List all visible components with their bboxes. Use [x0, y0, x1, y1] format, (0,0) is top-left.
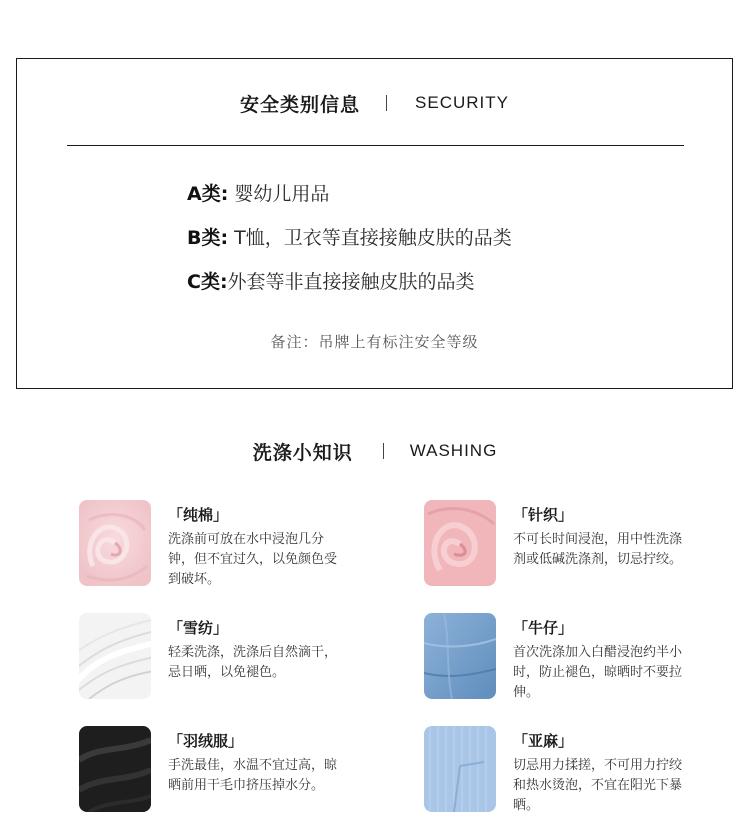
category-text: 外套等非直接接触皮肤的品类 — [227, 271, 475, 293]
fabric-care-text: 首次洗涤加入白醋浸泡约半小时，防止褪色，晾晒时不要拉伸。 — [513, 645, 683, 700]
fabric-care-text: 轻柔洗涤，洗涤后自然滴干，忌日晒，以免褪色。 — [168, 645, 338, 680]
washing-title-cn: 洗涤小知识 — [252, 441, 353, 464]
fabric-name: 「羽绒服」 — [168, 732, 244, 750]
knit-fabric-image — [424, 500, 496, 586]
washing-card-cotton — [79, 500, 379, 590]
washing-card-chiffon — [79, 613, 379, 703]
washing-card-denim — [424, 613, 724, 703]
chiffon-fabric-image — [79, 613, 151, 699]
fabric-care-text: 切忌用力揉搓，不可用力拧绞和热水烫泡，不宜在阳光下暴晒。 — [513, 758, 683, 813]
header-divider — [383, 443, 384, 459]
denim-fabric-image — [424, 613, 496, 699]
fabric-name: 「亚麻」 — [513, 732, 574, 750]
washing-card-knit — [424, 500, 724, 590]
category-text: T恤，卫衣等直接接触皮肤的品类 — [228, 227, 512, 249]
fabric-name: 「雪纺」 — [168, 619, 229, 637]
washing-card-linen — [424, 726, 724, 816]
fabric-name: 「牛仔」 — [513, 619, 574, 637]
fabric-name: 「针织」 — [513, 506, 574, 524]
fabric-name: 「纯棉」 — [168, 506, 229, 524]
fabric-care-text: 手洗最佳，水温不宜过高，晾晒前用干毛巾挤压掉水分。 — [168, 758, 338, 793]
washing-title-en: WASHING — [409, 441, 498, 460]
horizontal-rule — [67, 145, 684, 146]
security-note: 备注：吊牌上有标注安全等级 — [270, 333, 479, 351]
security-item-c — [187, 267, 512, 311]
security-section — [16, 58, 733, 389]
category-text: 婴幼儿用品 — [228, 183, 330, 205]
security-category-list — [187, 179, 512, 311]
category-key: A类: — [187, 183, 229, 205]
security-title-cn: 安全类别信息 — [240, 93, 361, 116]
washing-header — [0, 436, 750, 466]
linen-fabric-image — [424, 726, 496, 812]
down-jacket-fabric-image — [79, 726, 151, 812]
fabric-care-text: 不可长时间浸泡，用中性洗涤剂或低碱洗涤剂，切忌拧绞。 — [513, 532, 683, 567]
washing-card-down-jacket — [79, 726, 379, 816]
fabric-care-text: 洗涤前可放在水中浸泡几分钟，但不宜过久，以免颜色受到破坏。 — [168, 532, 338, 587]
category-key: B类: — [187, 227, 229, 249]
security-item-a — [187, 179, 512, 223]
cotton-fabric-image — [79, 500, 151, 586]
security-header — [17, 89, 732, 117]
header-divider — [386, 95, 387, 111]
category-key: C类: — [187, 271, 228, 293]
security-item-b — [187, 223, 512, 267]
security-title-en: SECURITY — [415, 93, 509, 112]
